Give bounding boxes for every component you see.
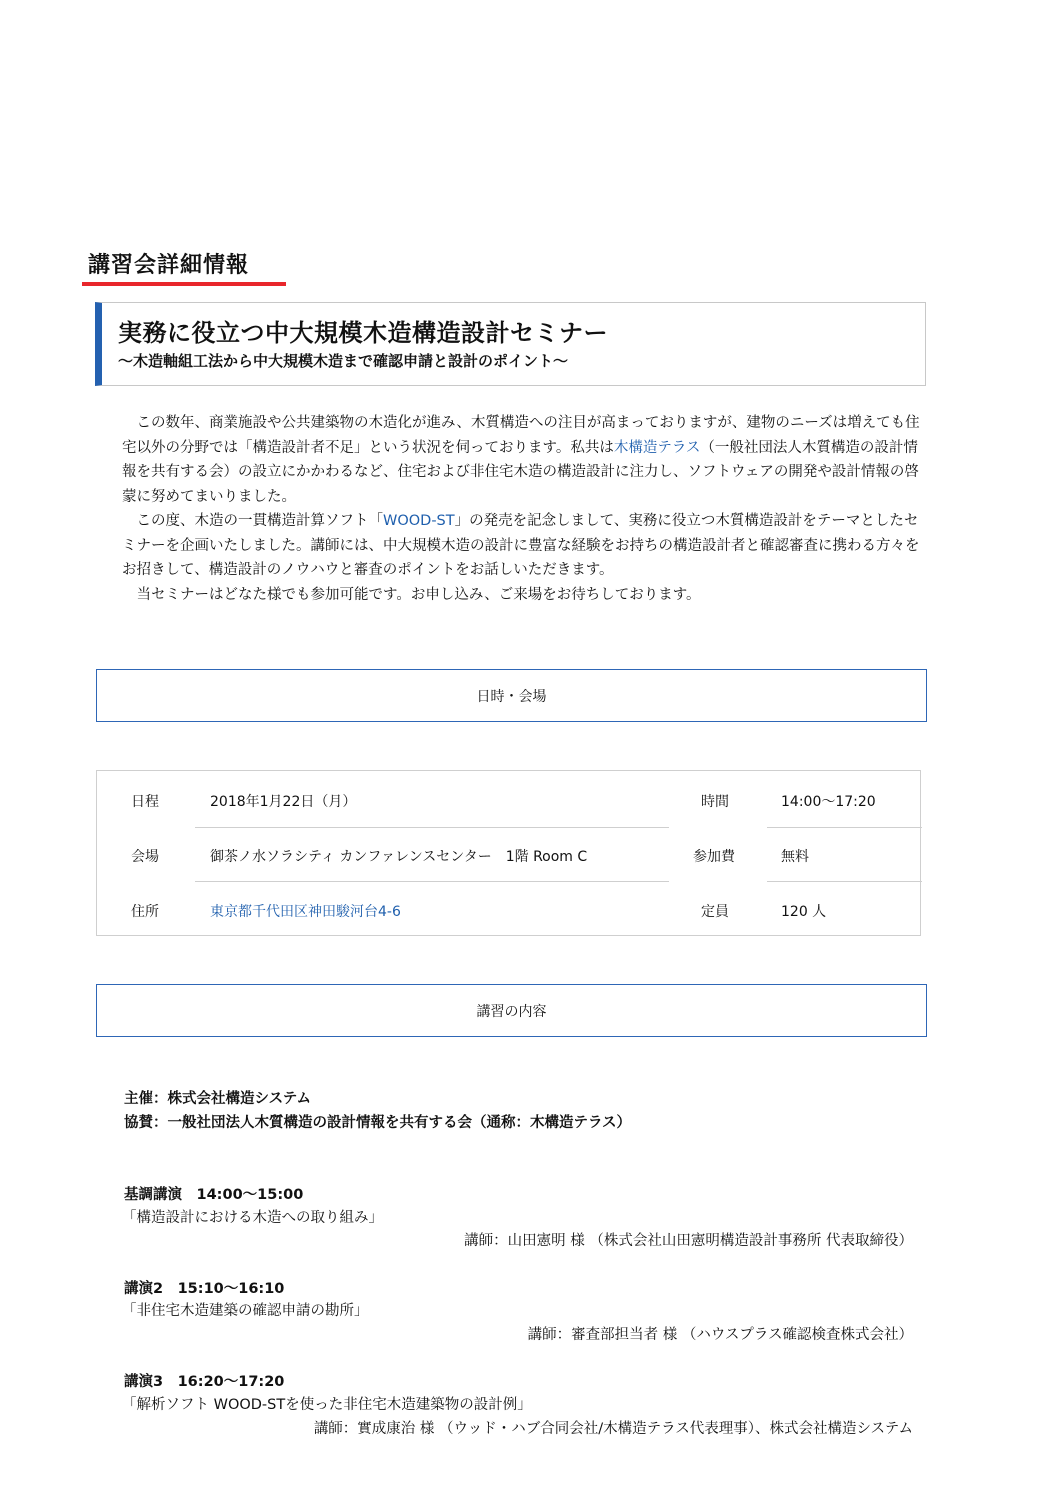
intro-p2-text-cont: 」の発売を記念しまして、実務に役立つ木質構造設計をテーマとしたセミナーを企画いたしました。講師には、中大規模木造の設計に豊富な経験をお持ちの構造設計者と確認審査に携わる方々をお招きして、構造設計のノウハウと審査のポイントをお話しいただきます。 xyxy=(122,513,920,578)
row-divider xyxy=(767,827,922,828)
row-divider xyxy=(195,881,669,882)
sponsor: 協賛：一般社団法人木質構造の設計情報を共有する会（通称：木構造テラス） xyxy=(124,1115,632,1131)
wood-st-link[interactable]: WOOD-ST xyxy=(383,513,455,529)
date-value: 2018年1月22日（月） xyxy=(210,794,357,810)
fee-label: 参加費 xyxy=(693,849,735,865)
intro-paragraph-2 xyxy=(122,509,922,583)
organizer: 主催：株式会社構造システム xyxy=(124,1091,312,1107)
section-underline xyxy=(82,282,286,286)
venue-value: 御茶ノ水ソラシティ カンファレンスセンター 1階 Room C xyxy=(210,849,588,865)
row-divider xyxy=(195,827,669,828)
time-value: 14:00～17:20 xyxy=(781,794,876,810)
lecture-1-heading: 基調講演 14:00～15:00 xyxy=(124,1187,304,1203)
intro-p1-text-cont: （一般社団法人木質構造の設計情報を共有する会）の設立にかかわるなど、住宅および非住宅木造の構造設計に注力し、ソフトウェアの開発や設計情報の啓蒙に努めてまいりました。 xyxy=(122,439,919,505)
lecture-3-heading: 講演3 16:20～17:20 xyxy=(124,1374,285,1390)
lecture-3-title: 「解析ソフト WOOD-STを使った非住宅木造建築物の設計例」 xyxy=(122,1397,532,1413)
row-divider xyxy=(767,881,922,882)
seminar-title: 実務に役立つ中大規模木造構造設計セミナー xyxy=(118,319,608,347)
intro-paragraph-3: 当セミナーはどなた様でも参加可能です。お申し込み、ご来場をお待ちしております。 xyxy=(122,586,701,603)
date-label: 日程 xyxy=(131,794,159,810)
lecture-3-speaker: 講師：實成康治 様 （ウッド・ハブ合同会社/木構造テラス代表理事）、株式会社構造システム xyxy=(313,1421,913,1437)
capacity-label: 定員 xyxy=(701,904,729,920)
lecture-2-heading: 講演2 15:10～16:10 xyxy=(124,1281,285,1297)
mokukouzou-terrace-link[interactable]: 木構造テラス xyxy=(613,439,701,456)
seminar-subtitle: ～木造軸組工法から中大規模木造まで確認申請と設計のポイント～ xyxy=(118,352,569,370)
intro-text xyxy=(122,411,922,607)
address-link[interactable]: 東京都千代田区神田駿河台4-6 xyxy=(210,904,401,920)
intro-p2-text: この度、木造の一貫構造計算ソフト「 xyxy=(122,513,383,529)
lecture-2-title: 「非住宅木造建築の確認申請の勘所」 xyxy=(122,1303,369,1319)
fee-value: 無料 xyxy=(781,849,809,865)
content-section-header: 講習の内容 xyxy=(96,984,927,1037)
capacity-value: 120 人 xyxy=(781,904,827,920)
info-table xyxy=(96,770,921,936)
venue-section-header: 日時・会場 xyxy=(96,669,927,722)
intro-paragraph-1 xyxy=(122,411,922,509)
address-label: 住所 xyxy=(131,904,159,920)
venue-label: 会場 xyxy=(131,849,159,865)
lecture-1-title: 「構造設計における木造への取り組み」 xyxy=(122,1210,383,1226)
lecture-1-speaker: 講師：山田憲明 様 （株式会社山田憲明構造設計事務所 代表取締役） xyxy=(464,1233,913,1249)
lecture-2-speaker: 講師：審査部担当者 様 （ハウスプラス確認検査株式会社） xyxy=(527,1327,913,1343)
intro-p1-text: この数年、商業施設や公共建築物の木造化が進み、木質構造への注目が高まっておりますが、建物のニーズは増えても住宅以外の分野では「構造設計者不足」という状況を伺っております。私共は xyxy=(122,415,920,456)
section-heading: 講習会詳細情報 xyxy=(88,253,250,278)
time-label: 時間 xyxy=(701,794,729,810)
